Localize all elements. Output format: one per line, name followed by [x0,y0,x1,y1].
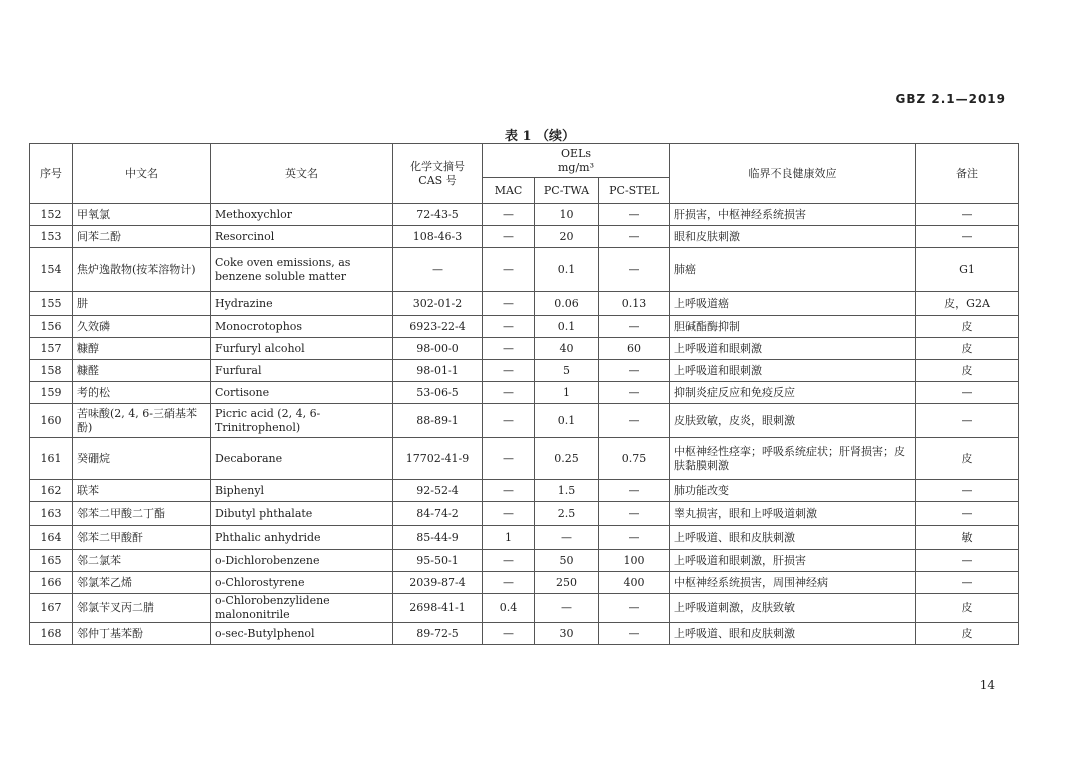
row-twa: 30 [535,623,599,645]
row-cas: 85-44-9 [393,526,483,550]
row-cas: 84-74-2 [393,502,483,526]
table-row [30,623,1019,645]
row-cn-name: 焦炉逸散物(按苯溶物计) [73,248,211,292]
row-twa: 5 [535,360,599,382]
table-row [30,226,1019,248]
row-en-name: Monocrotophos [211,316,393,338]
page-number: 14 [979,678,995,692]
row-twa: 20 [535,226,599,248]
row-number: 156 [30,316,73,338]
row-en-name: Cortisone [211,382,393,404]
row-stel: — [599,404,670,438]
row-remark: — [916,204,1019,226]
oel-table [29,143,1019,645]
row-number: 160 [30,404,73,438]
row-remark: 皮，G2A [916,292,1019,316]
row-cas: — [393,248,483,292]
table-row [30,292,1019,316]
header-stel: PC-STEL [599,178,670,204]
table-row [30,502,1019,526]
row-effect: 胆碱酯酶抑制 [670,316,916,338]
row-cas: 302-01-2 [393,292,483,316]
row-en-name: o-sec-Butylphenol [211,623,393,645]
table-row [30,572,1019,594]
row-stel: — [599,594,670,623]
row-number: 159 [30,382,73,404]
table-caption: 表 1 （续） [504,129,576,144]
row-twa: 1 [535,382,599,404]
table-row [30,438,1019,480]
row-en-name: Decaborane [211,438,393,480]
row-remark: 皮 [916,316,1019,338]
row-number: 158 [30,360,73,382]
row-number: 157 [30,338,73,360]
row-number: 168 [30,623,73,645]
table-row [30,316,1019,338]
row-twa: 0.1 [535,316,599,338]
row-mac: — [483,204,535,226]
row-cn-name: 邻仲丁基苯酚 [73,623,211,645]
row-mac: — [483,360,535,382]
row-en-name: Furfural [211,360,393,382]
row-twa: 1.5 [535,480,599,502]
row-cas: 88-89-1 [393,404,483,438]
row-number: 152 [30,204,73,226]
row-mac: — [483,382,535,404]
row-cas: 17702-41-9 [393,438,483,480]
header-remark: 备注 [916,144,1019,204]
row-stel: — [599,502,670,526]
row-mac: — [483,338,535,360]
row-cn-name: 邻氯苯乙烯 [73,572,211,594]
row-en-name: Methoxychlor [211,204,393,226]
row-mac: — [483,404,535,438]
row-cas: 6923-22-4 [393,316,483,338]
row-cas: 95-50-1 [393,550,483,572]
row-twa: 40 [535,338,599,360]
row-number: 154 [30,248,73,292]
header-cas [393,144,483,204]
row-twa: 0.1 [535,248,599,292]
row-effect: 上呼吸道和眼刺激 [670,360,916,382]
row-en-name: o-Dichlorobenzene [211,550,393,572]
row-number: 163 [30,502,73,526]
header-effect: 临界不良健康效应 [670,144,916,204]
row-cn-name: 癸硼烷 [73,438,211,480]
row-stel: 100 [599,550,670,572]
row-twa: 250 [535,572,599,594]
header-twa: PC-TWA [535,178,599,204]
row-number: 166 [30,572,73,594]
header-oels [483,144,670,178]
row-stel: — [599,316,670,338]
row-twa: 0.06 [535,292,599,316]
row-cn-name: 邻苯二甲酸二丁酯 [73,502,211,526]
row-stel: 0.13 [599,292,670,316]
row-cn-name: 甲氧氯 [73,204,211,226]
row-mac: — [483,438,535,480]
header-cn-name: 中文名 [73,144,211,204]
row-stel: — [599,480,670,502]
row-cas: 2698-41-1 [393,594,483,623]
row-mac: — [483,623,535,645]
row-number: 162 [30,480,73,502]
row-cn-name: 联苯 [73,480,211,502]
row-effect: 眼和皮肤刺激 [670,226,916,248]
table-row [30,382,1019,404]
row-effect: 肺癌 [670,248,916,292]
row-stel: — [599,226,670,248]
row-effect: 上呼吸道癌 [670,292,916,316]
row-twa: 0.25 [535,438,599,480]
row-remark: — [916,480,1019,502]
row-cas: 53-06-5 [393,382,483,404]
row-mac: — [483,248,535,292]
header-no: 序号 [30,144,73,204]
row-cas: 98-01-1 [393,360,483,382]
row-remark: — [916,550,1019,572]
row-remark: — [916,502,1019,526]
row-en-name: Biphenyl [211,480,393,502]
header-oels-label: OELs [561,146,592,160]
row-cas: 98-00-0 [393,338,483,360]
row-remark: — [916,382,1019,404]
row-number: 153 [30,226,73,248]
row-stel: 0.75 [599,438,670,480]
row-remark: 皮 [916,360,1019,382]
table-row [30,404,1019,438]
row-remark: 敏 [916,526,1019,550]
row-effect: 中枢神经性痉挛；呼吸系统症状；肝肾损害；皮肤黏膜刺激 [670,438,916,480]
table-row [30,360,1019,382]
row-number: 165 [30,550,73,572]
row-effect: 抑制炎症反应和免疫反应 [670,382,916,404]
table-row [30,480,1019,502]
row-cn-name: 苦味酸(2, 4, 6-三硝基苯酚) [73,404,211,438]
row-twa: 50 [535,550,599,572]
row-number: 161 [30,438,73,480]
row-cas: 89-72-5 [393,623,483,645]
table-row [30,204,1019,226]
row-mac: — [483,480,535,502]
row-twa: — [535,526,599,550]
row-twa: 2.5 [535,502,599,526]
row-effect: 睾丸损害，眼和上呼吸道刺激 [670,502,916,526]
row-stel: 60 [599,338,670,360]
row-stel: — [599,204,670,226]
row-en-name: Picric acid (2, 4, 6-Trinitrophenol) [211,404,393,438]
row-cas: 72-43-5 [393,204,483,226]
table-row [30,550,1019,572]
row-en-name: Coke oven emissions, as benzene soluble matter [211,248,393,292]
row-cn-name: 邻苯二甲酸酐 [73,526,211,550]
row-twa: — [535,594,599,623]
row-effect: 上呼吸道、眼和皮肤刺激 [670,623,916,645]
row-remark: 皮 [916,438,1019,480]
row-stel: — [599,623,670,645]
header-cas-line1: 化学文摘号 [410,159,465,173]
row-effect: 中枢神经系统损害，周围神经病 [670,572,916,594]
table-row [30,594,1019,623]
row-cn-name: 邻二氯苯 [73,550,211,572]
row-remark: 皮 [916,623,1019,645]
row-number: 167 [30,594,73,623]
row-effect: 上呼吸道、眼和皮肤刺激 [670,526,916,550]
row-cas: 2039-87-4 [393,572,483,594]
row-effect: 肝损害，中枢神经系统损害 [670,204,916,226]
row-cn-name: 间苯二酚 [73,226,211,248]
row-mac: 1 [483,526,535,550]
row-en-name: Furfuryl alcohol [211,338,393,360]
row-en-name: Resorcinol [211,226,393,248]
row-en-name: o-Chlorostyrene [211,572,393,594]
row-stel: 400 [599,572,670,594]
row-twa: 10 [535,204,599,226]
row-number: 164 [30,526,73,550]
row-effect: 上呼吸道和眼刺激，肝损害 [670,550,916,572]
row-en-name: Hydrazine [211,292,393,316]
header-en-name: 英文名 [211,144,393,204]
table-row [30,248,1019,292]
row-twa: 0.1 [535,404,599,438]
row-cn-name: 糠醇 [73,338,211,360]
standard-code: GBZ 2.1—2019 [895,92,1006,106]
table-body [30,204,1019,645]
row-cn-name: 糠醛 [73,360,211,382]
row-effect: 皮肤致敏，皮炎，眼刺激 [670,404,916,438]
row-stel: — [599,360,670,382]
table-row [30,338,1019,360]
row-mac: — [483,316,535,338]
row-remark: — [916,226,1019,248]
row-mac: — [483,550,535,572]
row-remark: 皮 [916,594,1019,623]
row-mac: — [483,292,535,316]
row-cas: 92-52-4 [393,480,483,502]
row-number: 155 [30,292,73,316]
row-mac: — [483,226,535,248]
row-cn-name: 久效磷 [73,316,211,338]
row-en-name: o-Chlorobenzylidene malononitrile [211,594,393,623]
row-en-name: Dibutyl phthalate [211,502,393,526]
row-remark: G1 [916,248,1019,292]
header-cas-line2: CAS 号 [418,173,457,187]
row-cn-name: 肼 [73,292,211,316]
table-row [30,526,1019,550]
row-effect: 上呼吸道和眼刺激 [670,338,916,360]
row-stel: — [599,248,670,292]
row-effect: 肺功能改变 [670,480,916,502]
header-oels-unit: mg/m³ [558,160,595,174]
row-cn-name: 考的松 [73,382,211,404]
row-cn-name: 邻氯苄叉丙二腈 [73,594,211,623]
row-cas: 108-46-3 [393,226,483,248]
row-en-name: Phthalic anhydride [211,526,393,550]
row-mac: — [483,572,535,594]
row-stel: — [599,526,670,550]
row-effect: 上呼吸道刺激，皮肤致敏 [670,594,916,623]
row-mac: — [483,502,535,526]
row-mac: 0.4 [483,594,535,623]
header-mac: MAC [483,178,535,204]
row-stel: — [599,382,670,404]
row-remark: — [916,572,1019,594]
row-remark: — [916,404,1019,438]
row-remark: 皮 [916,338,1019,360]
